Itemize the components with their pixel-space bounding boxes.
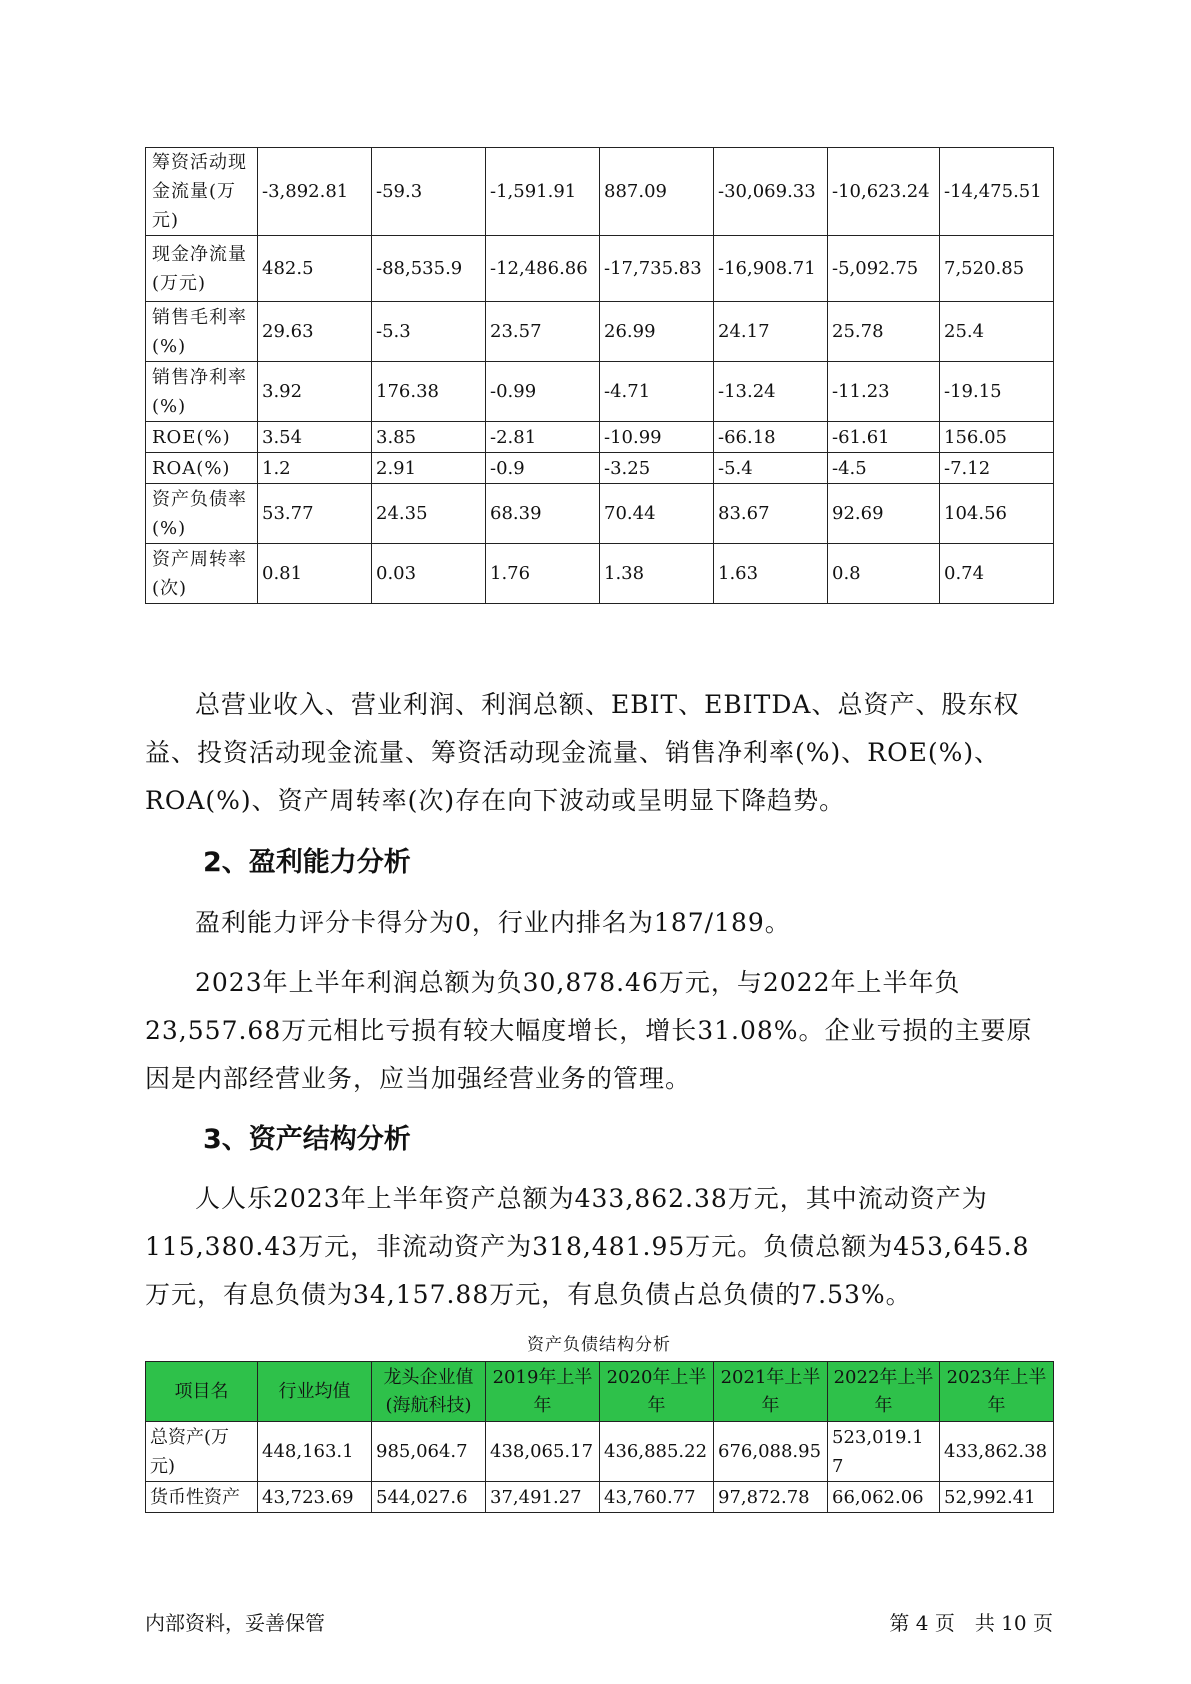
table-row [146,148,1054,236]
table-cell: 0.74 [940,544,1054,604]
table-cell: -59.3 [372,148,486,236]
table-cell: 1.2 [258,453,372,484]
table-row [146,362,1054,422]
table-cell: 104.56 [940,484,1054,544]
table-cell: 985,064.7 [372,1422,486,1482]
asset-detail-paragraph: 人人乐2023年上半年资产总额为433,862.38万元，其中流动资产为115,380.43万元，非流动资产为318,481.95万元。负债总额为453,645.8万元，有息负债为34,157.88万元，有息负债占总负债的7.53%。 [145,1184,1030,1309]
table-cell: -4.71 [600,362,714,422]
table-row [146,1422,1054,1482]
table-cell: 1.76 [486,544,600,604]
financial-indicators-table [145,147,1054,604]
column-header: 2020年上半年 [600,1362,714,1422]
table-cell: 97,872.78 [714,1482,828,1513]
column-header: 龙头企业值(海航科技) [372,1362,486,1422]
table-cell: 26.99 [600,302,714,362]
table-cell: -12,486.86 [486,236,600,302]
table-cell: 3.54 [258,422,372,453]
table-cell: 176.38 [372,362,486,422]
table-cell: -5.3 [372,302,486,362]
table-cell: 66,062.06 [828,1482,940,1513]
table-cell: -17,735.83 [600,236,714,302]
table-row [146,484,1054,544]
column-header: 项目名 [146,1362,258,1422]
table-row [146,453,1054,484]
table-cell: -14,475.51 [940,148,1054,236]
table-cell: 676,088.95 [714,1422,828,1482]
table-cell: 43,723.69 [258,1482,372,1513]
table-cell: 1.38 [600,544,714,604]
table-cell: 25.4 [940,302,1054,362]
row-label: 资产周转率(次) [146,544,258,604]
table-cell: -11.23 [828,362,940,422]
column-header: 2022年上半年 [828,1362,940,1422]
table-cell: 92.69 [828,484,940,544]
table-cell: 438,065.17 [486,1422,600,1482]
table-cell: -61.61 [828,422,940,453]
table-cell: -5.4 [714,453,828,484]
table-cell: -4.5 [828,453,940,484]
row-label: ROE(%) [146,422,258,453]
table-row [146,1482,1054,1513]
table-row [146,302,1054,362]
table-cell: 3.85 [372,422,486,453]
table-cell: 0.81 [258,544,372,604]
table-cell: 0.8 [828,544,940,604]
table-cell: 37,491.27 [486,1482,600,1513]
table-cell: 83.67 [714,484,828,544]
table-cell: 53.77 [258,484,372,544]
table-cell: 436,885.22 [600,1422,714,1482]
table-cell: 25.78 [828,302,940,362]
table-cell: -5,092.75 [828,236,940,302]
row-label: 销售净利率(%) [146,362,258,422]
table-row [146,236,1054,302]
footer-page-number: 第 4 页 共 10 页 [889,1611,1053,1635]
table-cell: 3.92 [258,362,372,422]
row-label: 筹资活动现金流量(万元) [146,148,258,236]
row-label: 销售毛利率(%) [146,302,258,362]
table-header-row [146,1362,1054,1422]
table-cell: -0.9 [486,453,600,484]
table-cell: 43,760.77 [600,1482,714,1513]
table-cell: 52,992.41 [940,1482,1054,1513]
table-cell: 544,027.6 [372,1482,486,1513]
table-cell: -10.99 [600,422,714,453]
table-cell: 7,520.85 [940,236,1054,302]
table-cell: -7.12 [940,453,1054,484]
asset-section-heading: 3、资产结构分析 [203,1124,411,1155]
profit-score-paragraph: 盈利能力评分卡得分为0，行业内排名为187/189。 [195,908,791,937]
profit-detail-paragraph: 2023年上半年利润总额为负30,878.46万元，与2022年上半年负23,557.68万元相比亏损有较大幅度增长，增长31.08%。企业亏损的主要原因是内部经营业务，应当加强经营业务的管理。 [145,968,1033,1093]
table-cell: -0.99 [486,362,600,422]
table-cell: -1,591.91 [486,148,600,236]
profit-section-heading: 2、盈利能力分析 [203,847,411,878]
table-cell: -88,535.9 [372,236,486,302]
table-cell: -19.15 [940,362,1054,422]
row-label: 现金净流量(万元) [146,236,258,302]
table-cell: 887.09 [600,148,714,236]
table-cell: -3,892.81 [258,148,372,236]
table-cell: -13.24 [714,362,828,422]
table-cell: 2.91 [372,453,486,484]
footer-confidential-note: 内部资料，妥善保管 [145,1611,325,1635]
table-cell: 29.63 [258,302,372,362]
table-caption: 资产负债结构分析 [527,1335,671,1355]
table-cell: 24.35 [372,484,486,544]
table-cell: 0.03 [372,544,486,604]
table-cell: -30,069.33 [714,148,828,236]
table-cell: -10,623.24 [828,148,940,236]
column-header: 2021年上半年 [714,1362,828,1422]
table-cell: 1.63 [714,544,828,604]
table-cell: 523,019.17 [828,1422,940,1482]
table-cell: -2.81 [486,422,600,453]
column-header: 2019年上半年 [486,1362,600,1422]
row-label: ROA(%) [146,453,258,484]
table-cell: 433,862.38 [940,1422,1054,1482]
table-cell: 23.57 [486,302,600,362]
row-label: 货币性资产 [146,1482,258,1513]
trend-paragraph: 总营业收入、营业利润、利润总额、EBIT、EBITDA、总资产、股东权益、投资活动现金流量、筹资活动现金流量、销售净利率(%)、ROE(%)、ROA(%)、资产周转率(次)存在向下波动或呈明显下降趋势。 [145,690,1020,815]
table-cell: 156.05 [940,422,1054,453]
row-label: 总资产(万元) [146,1422,258,1482]
asset-liability-table [145,1361,1054,1513]
row-label: 资产负债率(%) [146,484,258,544]
table-cell: 68.39 [486,484,600,544]
table-cell: -16,908.71 [714,236,828,302]
column-header: 2023年上半年 [940,1362,1054,1422]
table-cell: 482.5 [258,236,372,302]
table-row [146,544,1054,604]
table-cell: 70.44 [600,484,714,544]
table-cell: -3.25 [600,453,714,484]
table-row [146,422,1054,453]
table-cell: 448,163.1 [258,1422,372,1482]
column-header: 行业均值 [258,1362,372,1422]
table-cell: 24.17 [714,302,828,362]
table-cell: -66.18 [714,422,828,453]
